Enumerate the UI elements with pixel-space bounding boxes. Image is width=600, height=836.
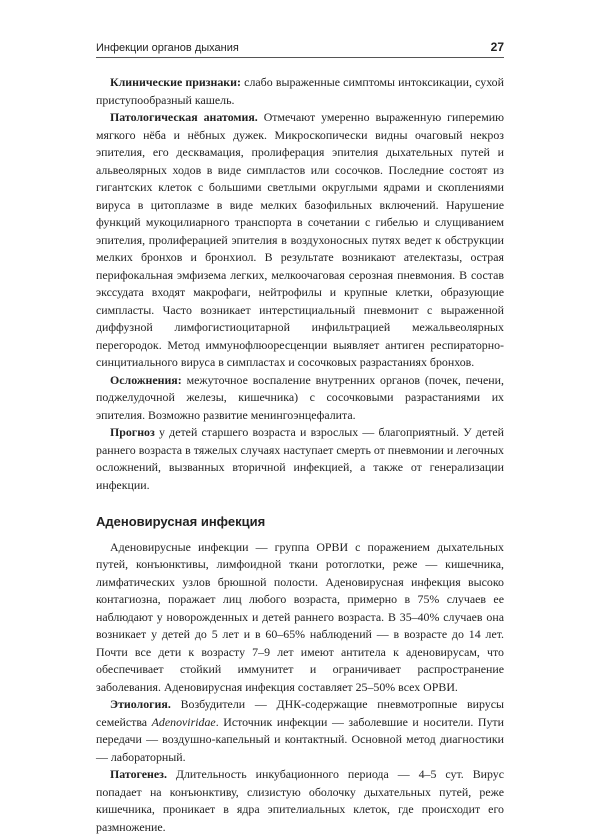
paragraph-etiology — [96, 696, 504, 766]
paragraph-complications — [96, 372, 504, 425]
paragraph-lead: Патологическая анатомия. — [110, 110, 258, 124]
section-heading: Аденовирусная инфекция — [96, 514, 266, 529]
paragraph-text: . Источник инфекции — заболевшие и носители. Пути передачи — воздушно-капельный и контактный. Основной метод диагностики — лабораторный. — [96, 714, 504, 764]
running-header — [96, 40, 504, 58]
paragraph-text: межуточное воспаление внутренних органов (почек, печени, поджелудочной железы, кишечника) с сосочковыми разрастаниями их эпителия. Возможно развитие менингоэнцефалита. — [96, 372, 504, 422]
paragraph-lead: Клинические признаки: — [110, 75, 241, 89]
paragraph-text: у детей старшего возраста и взрослых — благоприятный. У детей раннего возраста в тяжелых случаях наступает смерть от пневмонии и легочных осложнений, вызванных вторичной инфекцией, а также от генерализации инфекции. — [96, 425, 504, 492]
paragraph-text: слабо выраженные симптомы интоксикации, сухой приступообразный кашель. — [96, 75, 504, 107]
running-title: Инфекции органов дыхания — [96, 42, 239, 54]
paragraph-pathological-anatomy — [96, 109, 504, 372]
page-number: 27 — [490, 40, 504, 54]
paragraph-lead: Этиология. — [110, 697, 171, 711]
paragraph-text: Длительность инкубационного периода — 4–5 сут. Вирус попадает на конъюнктиву, слизистую оболочку дыхательных путей, реже кишечника, проникает в ядра эпителиальных клеток, где происходит его размножение. — [96, 767, 504, 834]
paragraph-text: Возбудители — ДНК-содержащие пневмотропные вирусы семейства — [96, 697, 504, 729]
virus-family-name: Adenoviridae — [151, 714, 216, 729]
paragraph-text: Отмечают умеренно выраженную гиперемию мягкого нёба и нёбных дужек. Микроскопически видны очаговый некроз эпителия, его десквамация, пролиферация эпителия дыхательных путей и альвеолярных ходов в виде симпластов или сосочков. Последние состоят из гигантских клеток с большими светлыми округлыми ядрами и скоплениями вируса в цитоплазме в виде мелких базофильных включений. Нарушение функций мукоцилиарного транспорта в сочетании с гибелью и слущиванием эпителия, пролиферацией эпителия в воздухоносных путях ведет к обструкции мелких бронхов и бронхиол. В результате возникают ателектазы, острая перифокальная эмфизема легких, мелкоочаговая серозная пневмония. В состав экссудата входят макрофаги, нейтрофилы и крупные клетки, образующие симпласты. Часто возникает интерстициальный пневмонит с выраженной диффузной лимфогистиоцитарной инфильтрацией межальвеолярных перегородок. Метод иммунофлюоресценции выявляет антиген респираторно-синцитиального вируса в симпластах и сосочковых разрастаниях бронхов. — [96, 110, 504, 369]
page-body — [96, 74, 504, 836]
paragraph-adenovirus-intro — [96, 539, 504, 697]
paragraph-lead: Прогноз — [110, 425, 155, 439]
paragraph-lead: Патогенез. — [110, 767, 167, 781]
paragraph-text: Аденовирусные инфекции — группа ОРВИ с поражением дыхательных путей, конъюнктивы, лимфоидной ткани ротоглотки, реже — кишечника, лимфатических узлов брюшной полости. Аденовирусная инфекция высоко контагиозна, поражает лиц любого возраста, примерно в 75% случаев ее наблюдают у новорожденных и детей раннего возраста. В 35–40% случаев она возникает у детей до 5 лет и в 60–65% наблюдений — в возрасте до 14 лет. Почти все дети к возрасту 7–9 лет имеют антитела к аденовирусам, что обеспечивает стойкий иммунитет и ограничивает распространение заболевания. Аденовирусная инфекция составляет 25–50% всех ОРВИ. — [96, 539, 504, 694]
paragraph-lead: Осложнения: — [110, 372, 182, 387]
paragraph-pathogenesis — [96, 766, 504, 836]
paragraph-clinical-signs — [96, 74, 504, 109]
paragraph-prognosis — [96, 424, 504, 494]
